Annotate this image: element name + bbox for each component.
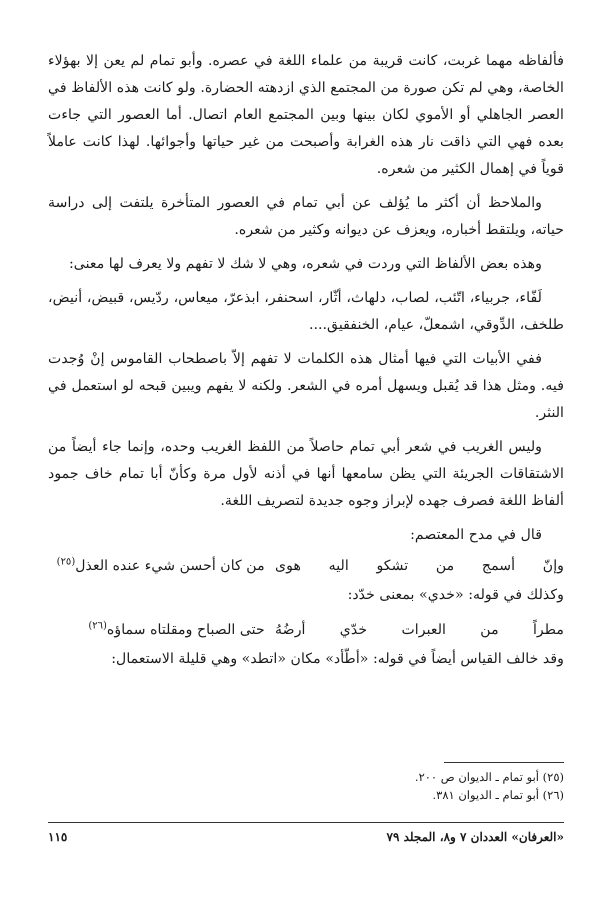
paragraph: وهذه بعض الألفاظ التي وردت في شعره، وهي لا شك لا تفهم ولا يعرف لها معنى: <box>68 256 542 272</box>
verse-line <box>48 617 564 644</box>
footnotes <box>48 768 564 804</box>
verse-intro: قال في مدح المعتصم: <box>410 527 542 543</box>
page-footer <box>48 828 564 846</box>
word-list: لَفّاء، جربياء، اتّئب، لصاب، دلهاث، أثّار، اسحنفر، ابذعرّ، ميعاس، ردّيس، قبيض، أنيض، طلخف، الدِّوقي، اشمعلّ، عيام، الخنفقيق.... <box>48 290 564 333</box>
paragraph: ففي الأبيات التي فيها أمثال هذه الكلمات لا تفهم إلاّ باصطحاب القاموس إنْ وُجدت فيه. ومثل هذا قد يُقبل ويسهل أمره في الشعر. ولكنه لا يفهم ويبين قبحه لو استعمل في النثر. <box>48 351 564 421</box>
verse-line <box>48 553 564 580</box>
verse-first-hemistich: مطراً من العبرات خدّي أرضُهُ <box>275 622 564 638</box>
journal-issue: «العرفان» العددان ٧ و٨، المجلد ٧٩ <box>386 830 564 844</box>
verse-first-hemistich: وإنّ أسمج من تشكو اليه هوى <box>275 558 564 574</box>
paragraph: فألفاظه مهما غربت، كانت قريبة من علماء اللغة في عصره. وأبو تمام لم يعن إلا بهؤلاء الخاصة، وهي لم تكن صورة من المجتمع الذي ازدهته الحضارة. ولو كانت هذه الألفاظ في العصر الجاهلي أو الأموي لكان بينها وبين المجتمع العام اتصال. أما العصور التي جاءت بعده فهي التي ذاقت نار هذه الغرابة وأصبحت من غير حياتها وأجوائها. لهذا كانت عاملاً قوياً في إهمال الكثير من شعره. <box>48 53 564 177</box>
footnote: (٢٥) أبو تمام ـ الديوان ص ٢٠٠. <box>414 770 564 784</box>
footer-divider <box>48 822 564 823</box>
footnote-divider <box>444 762 564 763</box>
verse-note: وقد خالف القياس أيضاً في قوله: «أطّأد» مكان «اتطد» وهي قليلة الاستعمال: <box>111 651 564 667</box>
verse-second-hemistich <box>48 617 265 644</box>
paragraph: والملاحظ أن أكثر ما يُؤلف عن أبي تمام في العصور المتأخرة يلتفت إلى دراسة حياته، ويلتقط أخباره، ويعزف عن ديوانه وكثير من شعره. <box>48 195 564 238</box>
footnote: (٢٦) أبو تمام ـ الديوان ٣٨١. <box>432 788 564 802</box>
footnote-ref: (٢٦) <box>88 620 107 632</box>
verse-second-hemistich <box>48 553 265 580</box>
paragraph: وليس الغريب في شعر أبي تمام حاصلاً من اللفظ الغريب وحده، وإنما جاء أيضاً من الاشتقاقات الجريئة التي يظن سامعها أنها في أذنه لأول مرة وكأنّ أبا تمام خاف جمود ألفاظ اللغة فصرف جهده لإبراز وجوه جديدة لتصريف اللغة. <box>48 439 564 509</box>
verse-note: وكذلك في قوله: «خدي» بمعنى خدّد: <box>347 587 564 603</box>
page-number: ١١٥ <box>48 830 68 844</box>
verse-text: حتى الصباح ومقلتاه سماؤه <box>106 622 265 638</box>
verse-text: من كان أحسن شيء عنده العذل <box>75 558 265 574</box>
article-body <box>48 48 564 681</box>
footnote-ref: (٢٥) <box>56 556 76 568</box>
